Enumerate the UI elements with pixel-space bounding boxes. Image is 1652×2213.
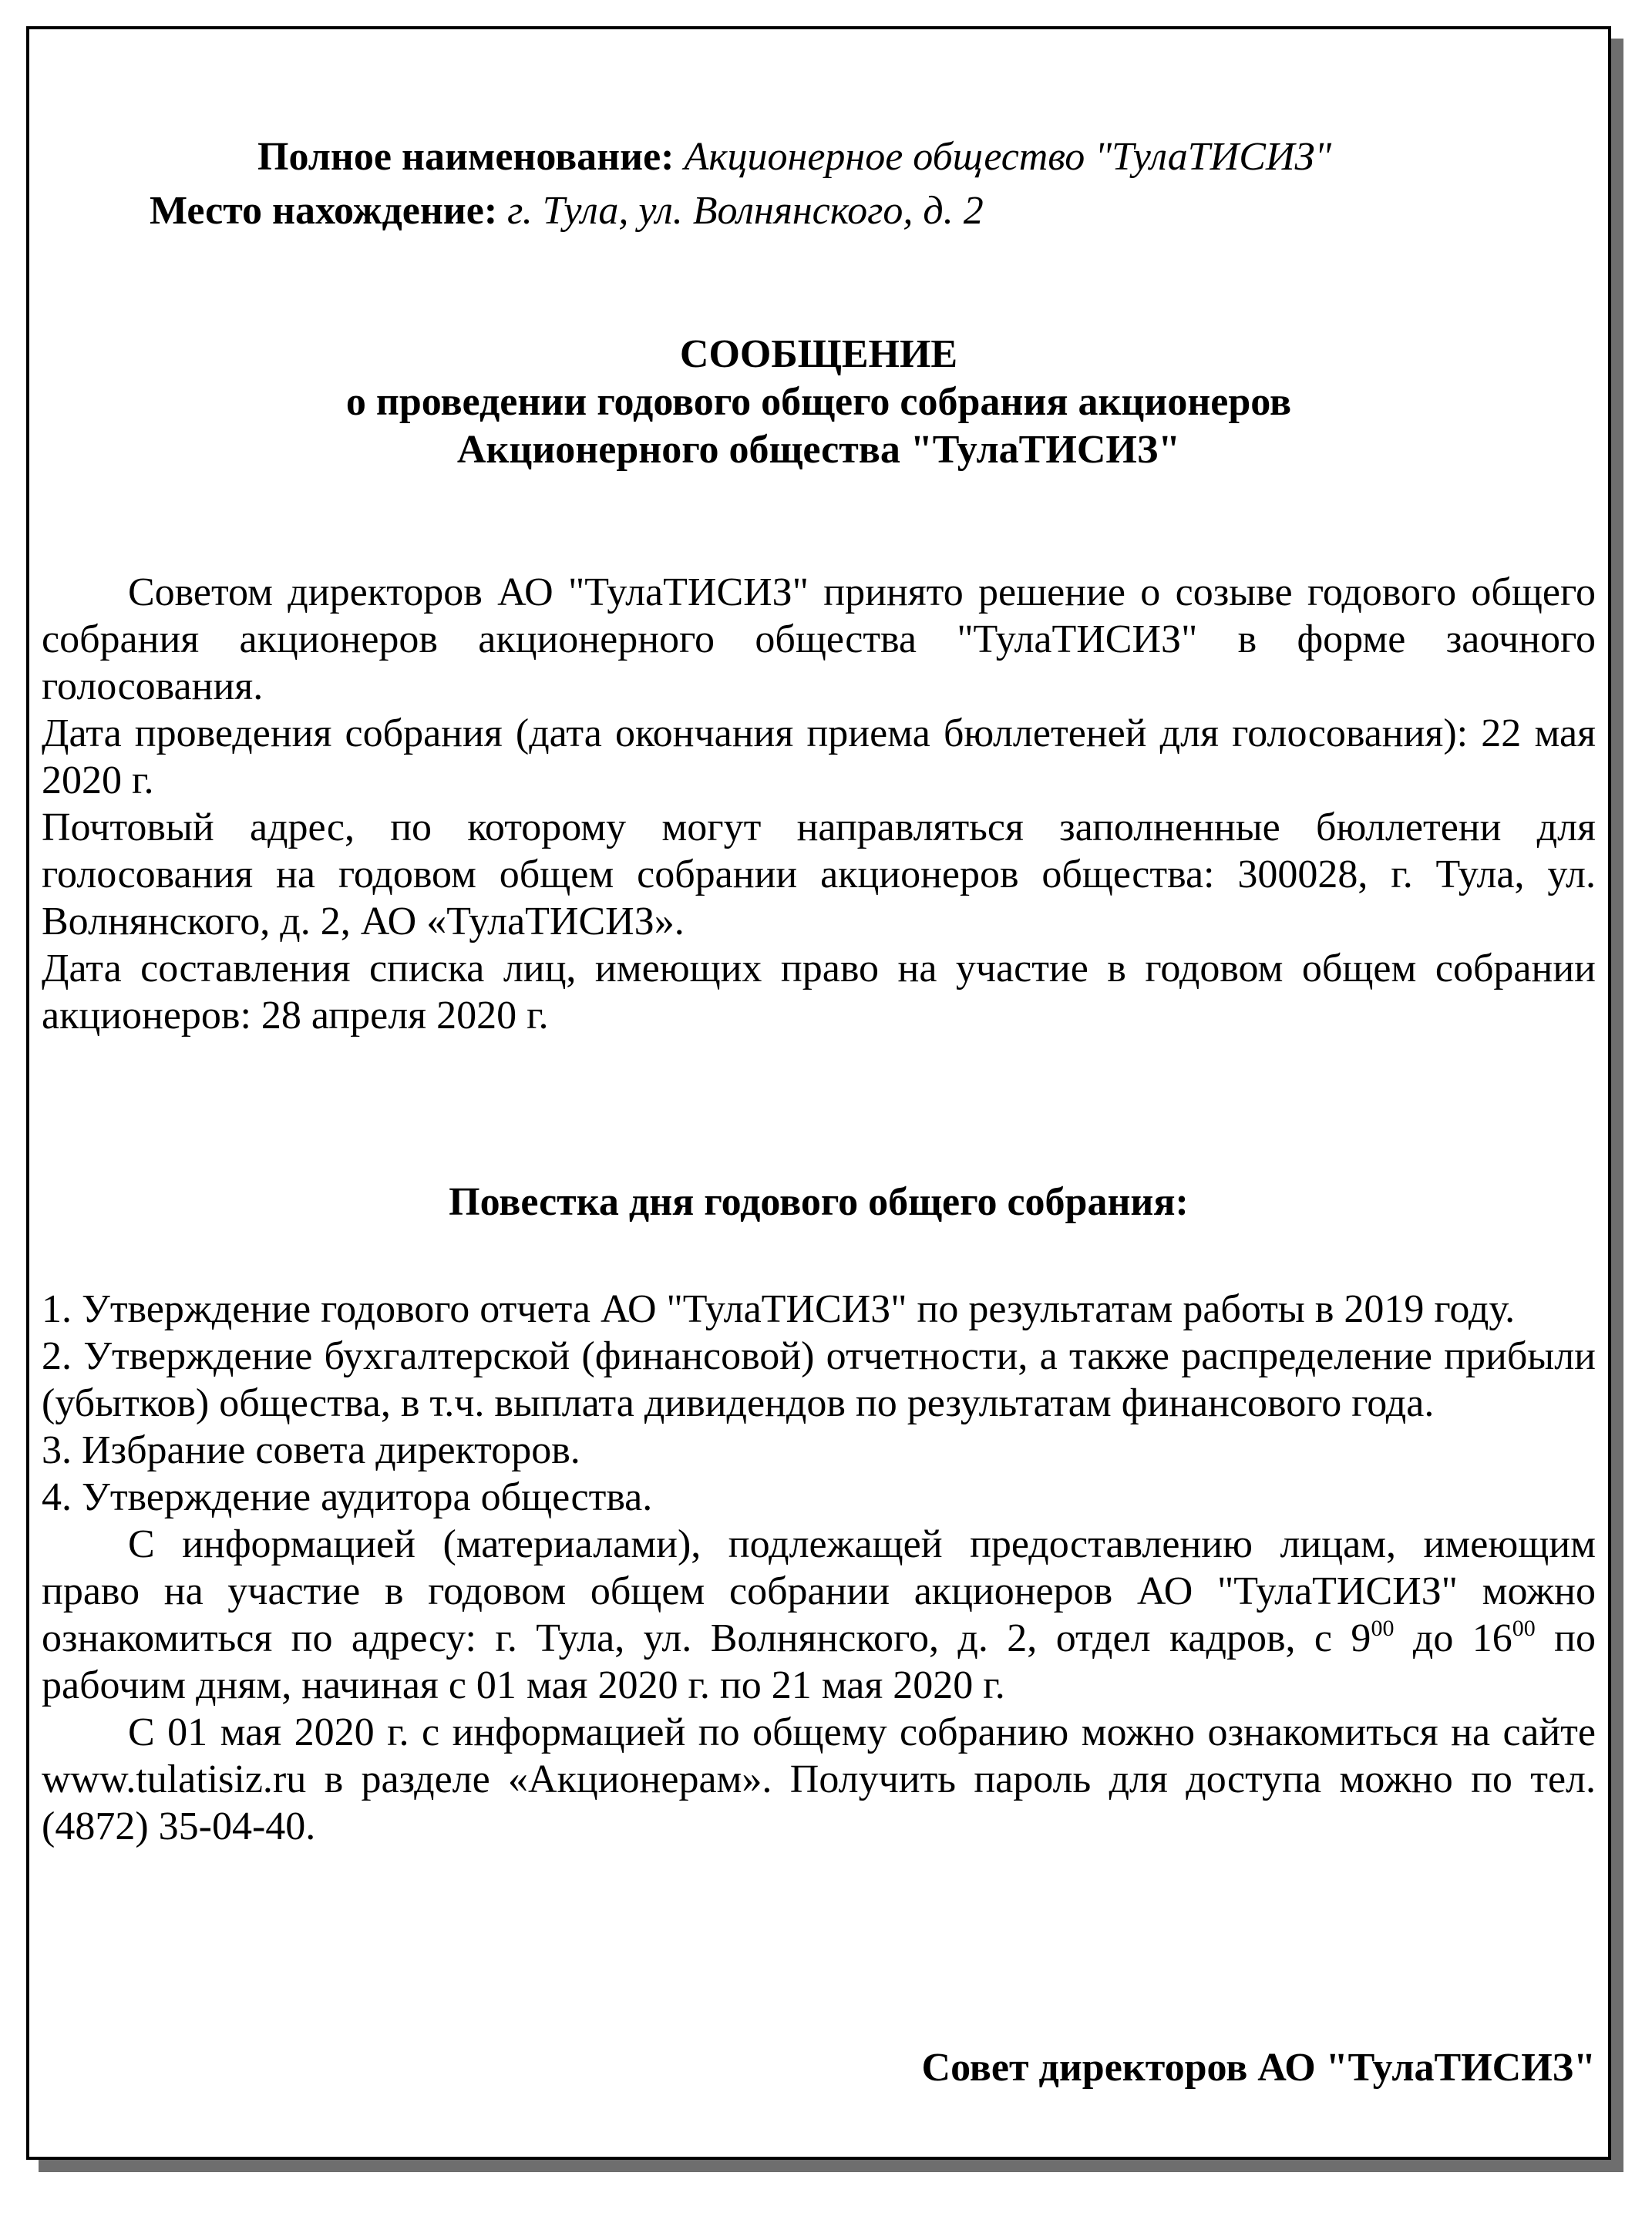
location-label: Место нахождение:: [150, 189, 498, 233]
time-to-minutes: 00: [1512, 1616, 1536, 1641]
notice-title: СООБЩЕНИЕ: [679, 332, 958, 376]
materials-text-1: С информацией (материалами), подлежащей предоставлению лицам, имеющим право на участие в годовом общем собрании акционеров АО "ТулаТИСИЗ" можно ознакомиться по адресу: г. Тула, ул. Волнянского, д. 2, отдел кадров, с 9: [42, 1522, 1596, 1660]
agenda-item: 3. Избрание совета директоров.: [42, 1428, 580, 1472]
time-from-minutes: 00: [1371, 1616, 1395, 1641]
agenda-section: [42, 1286, 1596, 1850]
location-value: г. Тула, ул. Волнянского, д. 2: [507, 189, 984, 233]
materials-text-2: до 16: [1394, 1616, 1512, 1660]
notice-company: Акционерного общества "ТулаТИСИЗ": [456, 428, 1181, 472]
full-name-value: Акционерное общество "ТулаТИСИЗ": [684, 135, 1332, 179]
location-line: [150, 188, 984, 234]
full-name-label: Полное наименование:: [257, 135, 675, 179]
meeting-date-paragraph: Дата проведения собрания (дата окончания приема бюллетеней для голосования): 22 мая 2020 г.: [42, 711, 1596, 802]
agenda-item: 1. Утверждение годового отчета АО "ТулаТИСИЗ" по результатам работы в 2019 году.: [42, 1287, 1516, 1331]
intro-section: [42, 569, 1596, 1039]
agenda-item: 4. Утверждение аудитора общества.: [42, 1475, 653, 1519]
list-date-paragraph: Дата составления списка лиц, имеющих право на участие в годовом общем собрании акционеров: 28 апреля 2020 г.: [42, 947, 1596, 1038]
signature: Совет директоров АО "ТулаТИСИЗ": [921, 2046, 1596, 2090]
notice-subtitle: о проведении годового общего собрания акционеров: [345, 380, 1292, 424]
materials-text-3: по рабочим дням, начиная с 01 мая 2020 г. по 21 мая 2020 г.: [42, 1616, 1596, 1707]
notice-frame: [26, 26, 1611, 2160]
agenda-title: Повестка дня годового общего собрания:: [449, 1180, 1189, 1224]
website-paragraph: С 01 мая 2020 г. с информацией по общему собранию можно ознакомиться на сайте www.tulatisiz.ru в разделе «Акционерам». Получить пароль для доступа можно по тел. (4872) 35-04-40.: [42, 1710, 1596, 1848]
materials-paragraph: [42, 1521, 1596, 1709]
full-name-line: [257, 134, 1331, 180]
agenda-item: 2. Утверждение бухгалтерской (финансовой) отчетности, а также распределение прибыли (убытков) общества, в т.ч. выплата дивидендов по результатам финансового года.: [42, 1334, 1596, 1425]
postal-address-paragraph: Почтовый адрес, по которому могут направляться заполненные бюллетени для голосования на годовом общем собрании акционеров общества: 300028, г. Тула, ул. Волнянского, д. 2, АО «ТулаТИСИЗ».: [42, 805, 1596, 943]
decision-paragraph: Советом директоров АО "ТулаТИСИЗ" принято решение о созыве годового общего собрания акционеров акционерного общества "ТулаТИСИЗ" в форме заочного голосования.: [42, 570, 1596, 708]
